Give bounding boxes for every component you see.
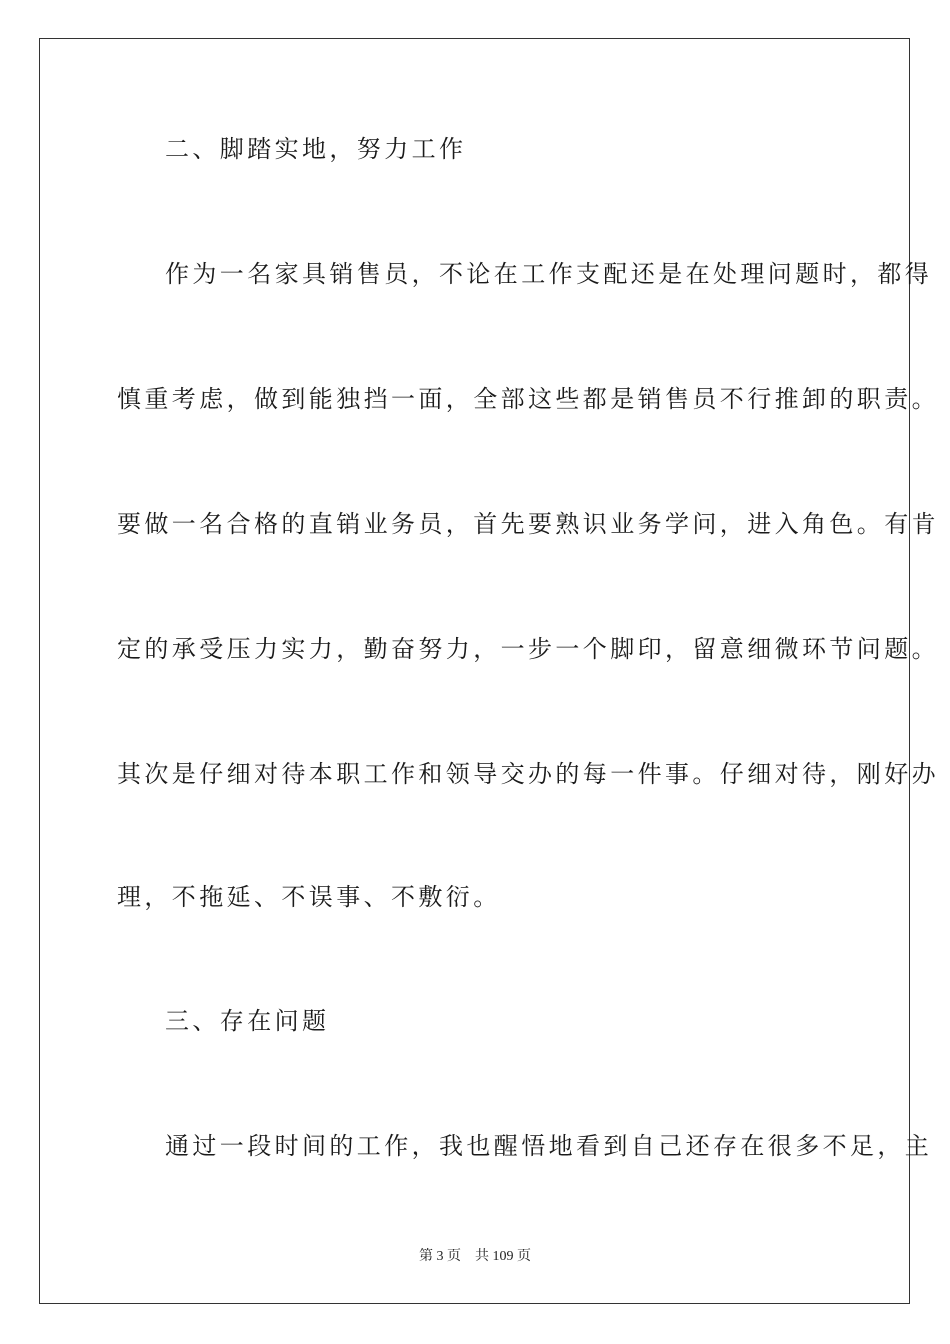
paragraph-line: 要做一名合格的直销业务员，首先要熟识业务学问，进入角色。有肯 [117, 510, 939, 538]
section-heading-3: 三、存在问题 [165, 1007, 330, 1035]
paragraph-line: 作为一名家具销售员，不论在工作支配还是在处理问题时，都得 [165, 260, 933, 288]
paragraph-line: 定的承受压力实力，勤奋努力，一步一个脚印，留意细微环节问题。 [117, 635, 939, 663]
paragraph-line: 慎重考虑，做到能独挡一面，全部这些都是销售员不行推卸的职责。 [117, 385, 939, 413]
page-footer [0, 1248, 950, 1266]
total-pages: 共 109 页 [475, 1249, 531, 1264]
paragraph-line: 其次是仔细对待本职工作和领导交办的每一件事。仔细对待，刚好办 [117, 760, 939, 788]
page-number: 第 3 页 [419, 1249, 461, 1264]
paragraph-line: 通过一段时间的工作，我也醒悟地看到自己还存在很多不足，主 [165, 1132, 933, 1160]
section-heading-2: 二、脚踏实地，努力工作 [165, 135, 467, 163]
paragraph-line: 理，不拖延、不误事、不敷衍。 [117, 883, 501, 911]
page-border [39, 38, 910, 1304]
